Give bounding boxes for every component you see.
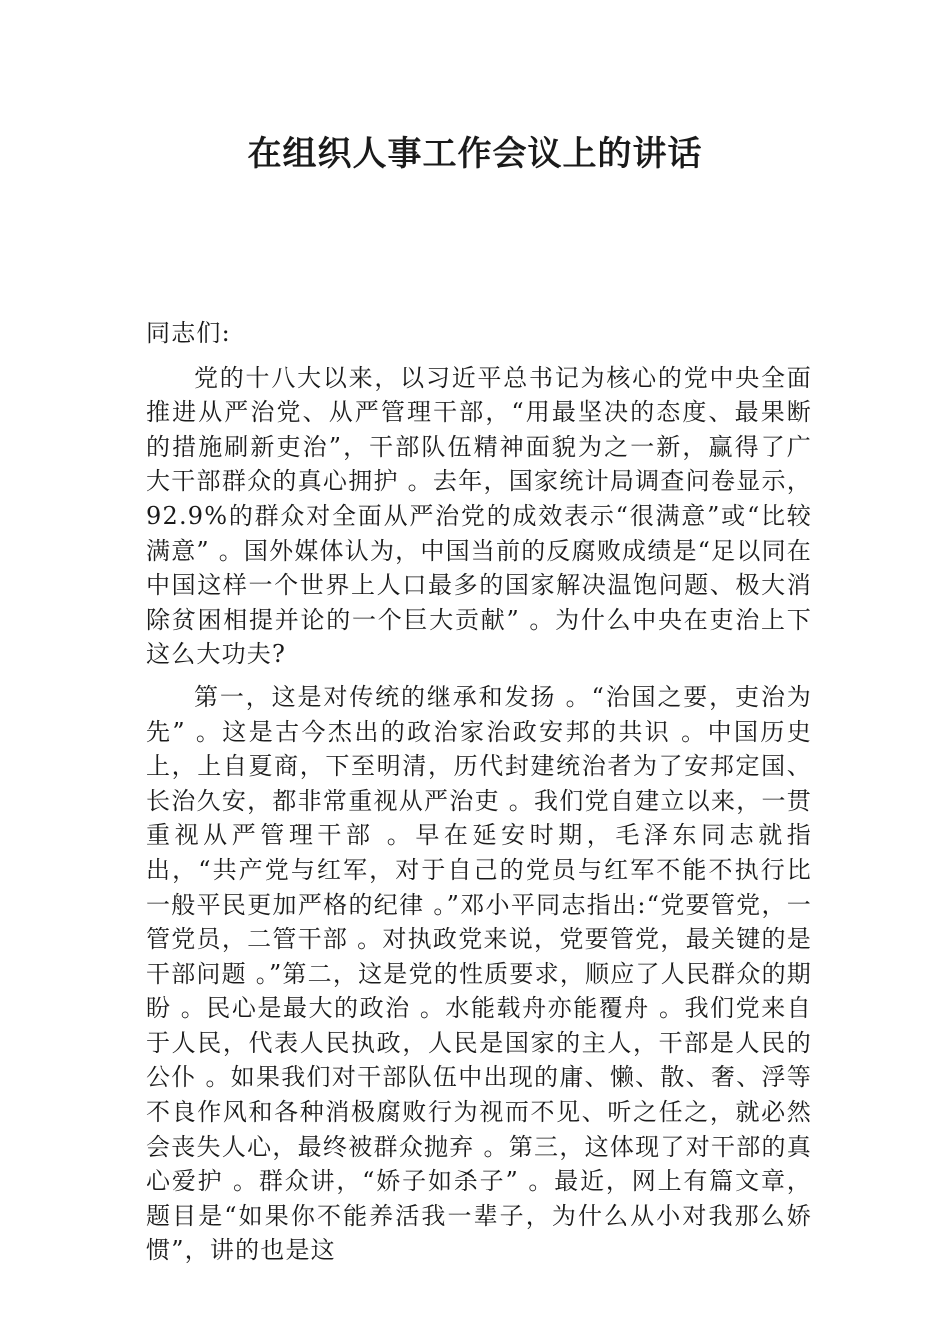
document-title: 在组织人事工作会议上的讲话: [247, 134, 703, 174]
paragraph-1: 党的十八大以来，以习近平总书记为核心的党中央全面推进从严治党、从严管理干部，“用最坚决的态度、最果断的措施刷新吏治”，干部队伍精神面貌为之一新，赢得了广大干部群众的真心拥护 。去年，国家统计局调查问卷显示，92.9%的群众对全面从严治党的成效表示“很满意”或“比较满意” 。国外媒体认为，中国当前的反腐败成绩是“足以同在中国这样一个世界上人口最多的国家解决温饱问题、极大消除贫困相提并论的一个巨大贡献” 。为什么中央在吏治上下这么大功夫?: [146, 363, 812, 669]
salutation: 同志们:: [146, 319, 231, 347]
document-body: [146, 316, 812, 1276]
paragraph-2: 第一，这是对传统的继承和发扬 。“治国之要，吏治为先” 。这是古今杰出的政治家治政安邦的共识 。中国历史上，上自夏商，下至明清，历代封建统治者为了安邦定国、长治久安，都非常重视从严治吏 。我们党自建立以来，一贯重视从严管理干部 。早在延安时期，毛泽东同志就指出，“共产党与红军，对于自己的党员与红军不能不执行比一般平民更加严格的纪律 。”邓小平同志指出:“党要管党，一管党员，二管干部 。对执政党来说，党要管党，最关键的是干部问题 。”第二，这是党的性质要求，顺应了人民群众的期盼 。民心是最大的政治 。水能载舟亦能覆舟 。我们党来自于人民，代表人民执政，人民是国家的主人，干部是人民的公仆 。如果我们对干部队伍中出现的庸、懒、散、奢、浮等不良作风和各种消极腐败行为视而不见、听之任之，就必然会丧失人心，最终被群众抛弃 。第三，这体现了对干部的真心爱护 。群众讲，“娇子如杀子” 。最近，网上有篇文章，题目是“如果你不能养活我一辈子，为什么从小对我那么娇惯”，讲的也是这: [146, 682, 812, 1265]
